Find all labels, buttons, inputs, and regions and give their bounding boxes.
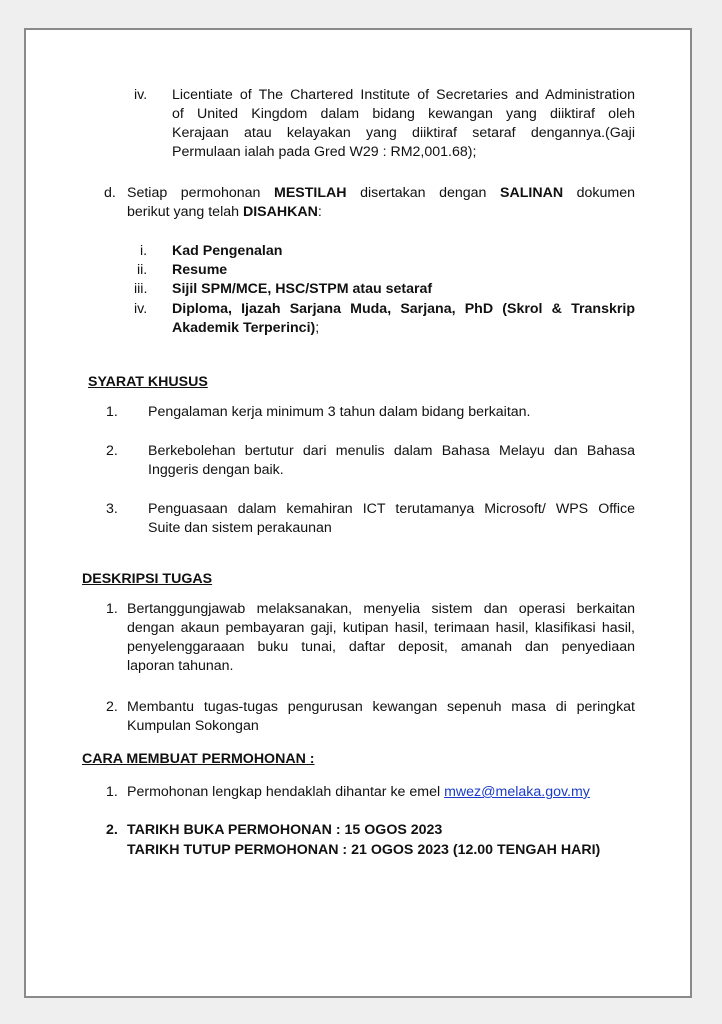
list-number: 2.	[106, 699, 118, 715]
paragraph-line: berikut yang telah DISAHKAN:	[127, 204, 322, 220]
paragraph-line: dengan akaun pembayaran gaji, kutipan hasil, terimaan hasil, klasifikasi hasil,	[127, 620, 635, 636]
list-number: 2.	[106, 443, 118, 459]
paragraph-line: Setiap permohonan MESTILAH disertakan dengan SALINAN dokumen	[127, 185, 635, 201]
open-date: TARIKH BUKA PERMOHONAN : 15 OGOS 2023	[127, 822, 443, 838]
list-number: 1.	[106, 784, 118, 800]
document-item: Sijil SPM/MCE, HSC/STPM atau setaraf	[172, 281, 433, 297]
paragraph-line: of United Kingdom dalam bidang kewangan yang diiktiraf oleh	[172, 106, 635, 122]
paragraph-line: Bertanggungjawab melaksanakan, menyelia sistem dan operasi berkaitan	[127, 601, 635, 617]
paragraph-line: Membantu tugas-tugas pengurusan kewangan sepenuh masa di peringkat	[127, 699, 635, 715]
document-item: Diploma, Ijazah Sarjana Muda, Sarjana, PhD (Skrol & Transkrip	[172, 301, 635, 317]
paragraph-line: Kumpulan Sokongan	[127, 718, 259, 734]
document-page	[24, 28, 692, 998]
list-number: iii.	[134, 281, 148, 297]
section-heading: SYARAT KHUSUS	[88, 374, 208, 390]
paragraph-line: Kerajaan atau kelayakan yang diiktiraf setaraf dengannya.(Gaji	[172, 125, 635, 141]
paragraph-line: Penguasaan dalam kemahiran ICT terutamanya Microsoft/ WPS Office	[148, 501, 635, 517]
close-date: TARIKH TUTUP PERMOHONAN : 21 OGOS 2023 (12.00 TENGAH HARI)	[127, 842, 601, 858]
list-number: 2.	[106, 822, 118, 838]
paragraph-line: Suite dan sistem perakaunan	[148, 520, 332, 536]
list-number: i.	[140, 243, 148, 259]
section-heading: DESKRIPSI TUGAS	[82, 571, 213, 587]
list-number: 1.	[106, 601, 118, 617]
paragraph-line: Inggeris dengan baik.	[148, 462, 284, 478]
paragraph-line: Permohonan lengkap hendaklah dihantar ke emel mwez@melaka.gov.my	[127, 784, 590, 800]
paragraph-line: Permulaan ialah pada Gred W29 : RM2,001.68);	[172, 144, 477, 160]
document-item: Akademik Terperinci);	[172, 320, 320, 336]
list-number: iv.	[134, 87, 148, 103]
list-letter: d.	[104, 185, 116, 201]
paragraph-line: laporan tahunan.	[127, 658, 234, 674]
paragraph-line: Pengalaman kerja minimum 3 tahun dalam bidang berkaitan.	[148, 404, 531, 420]
email-link[interactable]: mwez@melaka.gov.my	[444, 784, 590, 800]
paragraph-line: Berkebolehan bertutur dari menulis dalam Bahasa Melayu dan Bahasa	[148, 443, 635, 459]
document-item: Kad Pengenalan	[172, 243, 283, 259]
list-number: 1.	[106, 404, 118, 420]
document-item: Resume	[172, 262, 228, 278]
list-number: 3.	[106, 501, 118, 517]
section-heading: CARA MEMBUAT PERMOHONAN :	[82, 751, 315, 767]
list-number: iv.	[134, 301, 148, 317]
list-number: ii.	[137, 262, 148, 278]
paragraph-line: Licentiate of The Chartered Institute of Secretaries and Administration	[172, 87, 635, 103]
paragraph-line: penyelenggaraaan buku tunai, daftar deposit, amanah dan penyediaan	[127, 639, 635, 655]
